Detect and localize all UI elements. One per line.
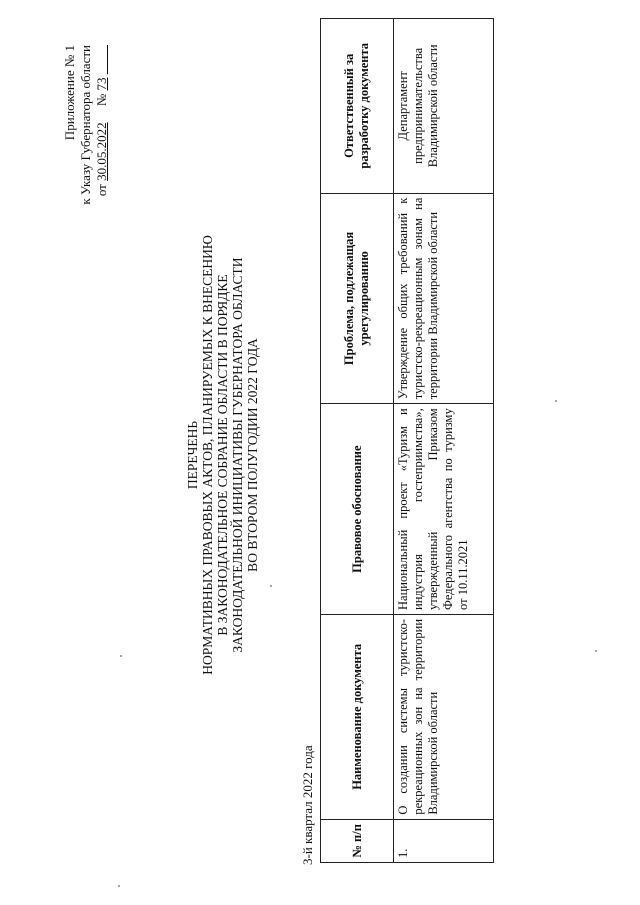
title-line-4: ЗАКОНОДАТЕЛЬНОЙ ИНИЦИАТИВЫ ГУБЕРНАТОРА ОБЛАСТИ bbox=[230, 257, 245, 653]
scan-speck bbox=[270, 585, 272, 587]
quarter-label: 3-й квартал 2022 года bbox=[300, 745, 315, 865]
title-line-2: НОРМАТИВНЫХ ПРАВОВЫХ АКТОВ, ПЛАНИРУЕМЫХ К ВНЕСЕНИЮ bbox=[200, 235, 215, 675]
acts-table bbox=[320, 18, 494, 863]
title-line-1: ПЕРЕЧЕНЬ bbox=[185, 420, 200, 490]
header-num: № п/п bbox=[321, 819, 394, 862]
decree-date: 30.05.2022 bbox=[94, 122, 109, 181]
scan-speck bbox=[555, 400, 557, 402]
appendix-title: Приложение № 1 bbox=[62, 45, 77, 141]
decree-number: 73 bbox=[94, 77, 109, 91]
cell-responsible: Департамент предпринимательства Владимирской области bbox=[394, 19, 494, 194]
cell-basis: Национальный проект «Туризм и индустрия гостеприимства», утвержденный Приказом Федерального агентства по туризму от 10.11.2021 bbox=[394, 404, 494, 615]
header-basis: Правовое обоснование bbox=[321, 404, 394, 615]
scan-speck bbox=[118, 885, 120, 887]
cell-name: О создании системы туристско-рекреационных зон на территории Владимирской области bbox=[394, 614, 494, 819]
scan-speck bbox=[595, 650, 597, 652]
cell-problem: Утверждение общих требований к туристско-рекреационным зонам на территории Владимирской области bbox=[394, 193, 494, 404]
number-underline bbox=[94, 45, 109, 74]
header-name: Наименование документа bbox=[321, 614, 394, 819]
header-problem: Проблема, подлежащая урегулированию bbox=[321, 193, 394, 404]
cell-num: 1. bbox=[394, 819, 494, 862]
appendix-block bbox=[62, 45, 110, 205]
header-responsible: Ответственный за разработку документа bbox=[321, 19, 394, 194]
table-header-row bbox=[321, 19, 394, 863]
appendix-date-line bbox=[94, 45, 110, 205]
number-prefix: № bbox=[94, 93, 109, 107]
appendix-decree: к Указу Губернатора области bbox=[78, 45, 93, 205]
table-row bbox=[394, 19, 494, 863]
scan-speck bbox=[120, 655, 122, 657]
document-title bbox=[185, 155, 260, 755]
title-line-5: ВО ВТОРОМ ПОЛУГОДИИ 2022 ГОДА bbox=[245, 338, 260, 572]
title-line-3: В ЗАКОНОДАТЕЛЬНОЕ СОБРАНИЕ ОБЛАСТИ В ПОРЯДКЕ bbox=[215, 274, 230, 636]
date-prefix: от bbox=[94, 184, 109, 197]
